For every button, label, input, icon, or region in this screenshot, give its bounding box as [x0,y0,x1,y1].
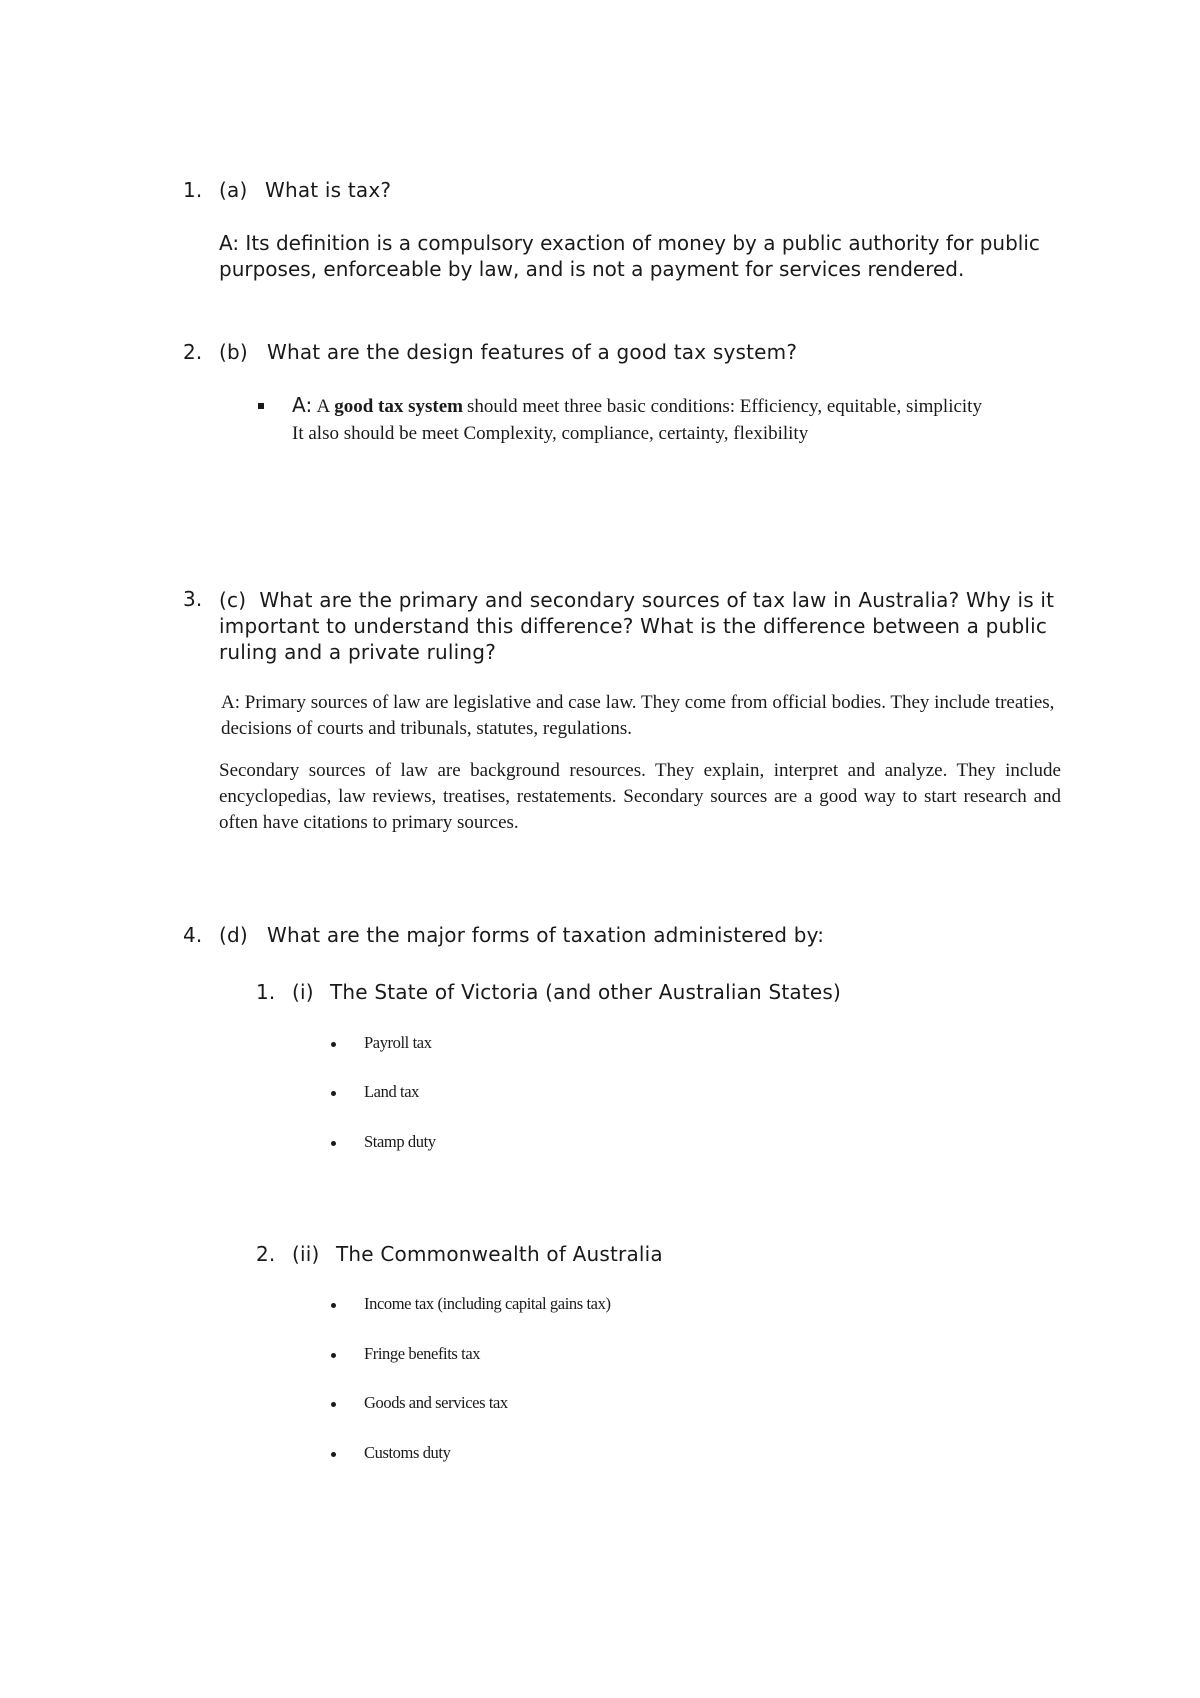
q3-label: (c) [219,588,247,612]
q1-number: 1. [183,178,203,202]
bullet-icon [331,1353,336,1358]
q4-number: 4. [183,923,203,947]
q2-answer-prefix: A: [292,393,313,417]
q1-question: What is tax? [265,178,392,202]
q2-answer-line2: It also should be meet Complexity, compliance, certainty, flexibility [292,423,809,444]
bullet-icon [331,1042,336,1047]
q3-number: 3. [183,587,203,611]
q4-sub2-number: 2. [256,1242,276,1266]
list-item: Payroll tax [364,1033,432,1052]
q4-sub2-label: (ii) [292,1242,320,1266]
square-bullet-icon [258,403,264,409]
bullet-icon [331,1452,336,1457]
q4-label: (d) [219,923,248,947]
list-item: Customs duty [364,1443,451,1462]
q4-question: What are the major forms of taxation administered by: [267,923,825,947]
list-item: Income tax (including capital gains tax) [364,1294,611,1313]
list-item: Land tax [364,1082,419,1101]
q3-answer-p2: Secondary sources of law are background resources. They explain, interpret and analyze. They include encyclopedias, law reviews, treatises, restatements. Secondary sources are a good way to start research and often have citations to primary sources. [219,760,1061,833]
q3-answer-p1: A: Primary sources of law are legislative and case law. They come from official bodies. They include treaties, decisions of courts and tribunals, statutes, regulations. [221,692,1055,739]
q1-answer: A: Its definition is a compulsory exaction of money by a public authority for public purposes, enforceable by law, and is not a payment for services rendered. [219,231,1040,281]
q2-label: (b) [219,340,248,364]
list-item: Goods and services tax [364,1393,508,1412]
bullet-icon [331,1402,336,1407]
q2-answer-a: A [316,396,331,417]
q1-label: (a) [219,178,248,202]
q4-sub2-title: The Commonwealth of Australia [336,1242,663,1266]
list-item: Stamp duty [364,1132,436,1151]
q2-number: 2. [183,340,203,364]
q4-sub1-label: (i) [292,980,314,1004]
bullet-icon [331,1091,336,1096]
q2-answer-rest: should meet three basic conditions: Efficiency, equitable, simplicity [466,396,982,417]
q2-answer-bold: good tax system [334,396,463,417]
q3-question: What are the primary and secondary sources of tax law in Australia? Why is it important to understand this difference? What is the difference between a public ruling and a private ruling? [219,588,1055,664]
bullet-icon [331,1141,336,1146]
bullet-icon [331,1303,336,1308]
q3-question-block [219,587,1099,665]
list-item: Fringe benefits tax [364,1344,481,1363]
q2-question: What are the design features of a good tax system? [267,340,798,364]
q4-sub1-number: 1. [256,980,276,1004]
q2-answer [292,392,1052,448]
q4-sub1-title: The State of Victoria (and other Australian States) [330,980,842,1004]
